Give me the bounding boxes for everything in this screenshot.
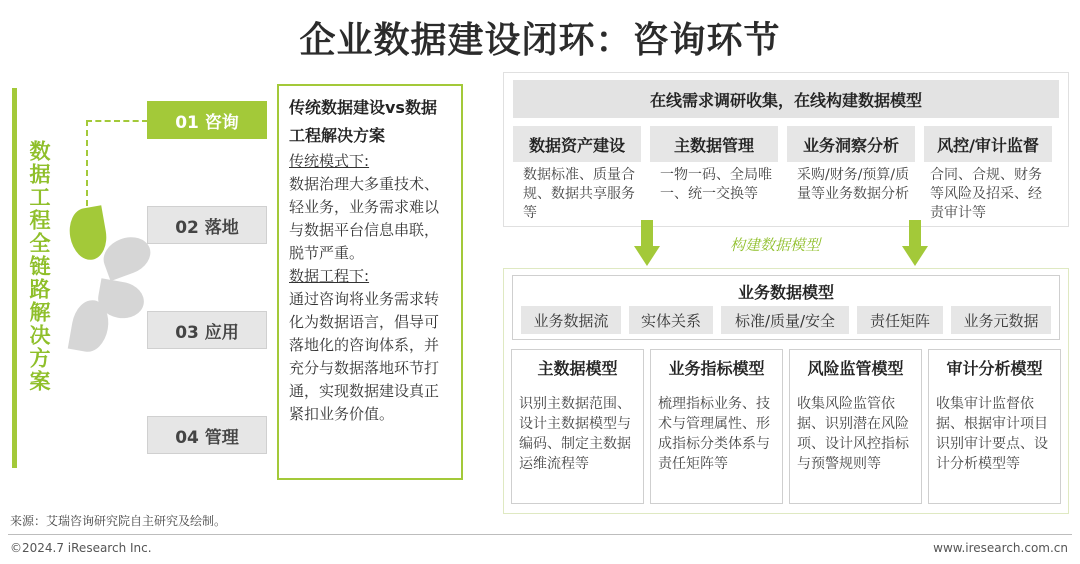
category-risk-audit: 风控/审计监督 (924, 126, 1052, 162)
step-management[interactable]: 04 管理 (147, 416, 267, 454)
engineering-subheading: 数据工程下: (289, 267, 370, 285)
website-link[interactable]: www.iresearch.com.cn (933, 541, 1068, 555)
traditional-text: 数据治理大多重技术、轻业务，业务需求难以与数据平台信息串联，脱节严重。 (289, 175, 440, 262)
connector-horizontal (86, 120, 148, 122)
engineering-text: 通过咨询将业务需求转化为数据语言，倡导可落地化的咨询体系，并充分与数据落地环节打通，实现数据建设真正紧扣业务价值。 (289, 290, 440, 423)
category-desc: 数据标准、质量合规、数据共享服务等 (523, 167, 635, 221)
source-note: 来源：艾瑞咨询研究院自主研究及绘制。 (10, 514, 227, 528)
side-accent-bar (12, 88, 17, 468)
tag-responsibility-matrix: 责任矩阵 (857, 306, 943, 334)
arrow-label: 构建数据模型 (730, 236, 821, 254)
model-desc: 梳理指标业务、技术与管理属性、形成指标分类体系与责任矩阵等 (658, 396, 770, 472)
category-desc: 一物一码、全局唯一、统一交换等 (660, 167, 772, 202)
category-data-asset: 数据资产建设 (513, 126, 641, 162)
category-desc: 合同、合规、财务等风险及招采、经责审计等 (930, 167, 1042, 221)
model-desc: 收集风险监管依据、识别潜在风险项、设计风控指标与预警规则等 (797, 396, 909, 472)
tag-standard-quality: 标准/质量/安全 (721, 306, 849, 334)
connector-vertical (86, 120, 88, 206)
category-master-data: 主数据管理 (650, 126, 778, 162)
model-title: 风险监管模型 (807, 359, 904, 378)
business-model-title: 业务数据模型 (737, 283, 834, 302)
footer-divider (8, 534, 1072, 535)
model-title: 审计分析模型 (946, 359, 1043, 378)
copyright: ©2024.7 iResearch Inc. (10, 541, 152, 555)
step-application[interactable]: 03 应用 (147, 311, 267, 349)
model-title: 主数据模型 (537, 359, 618, 378)
model-title: 业务指标模型 (668, 359, 765, 378)
page-title: 企业数据建设闭环：咨询环节 (299, 20, 781, 61)
side-label: 数据工程全链路解决方案 (27, 140, 51, 393)
category-business-insight: 业务洞察分析 (787, 126, 915, 162)
down-arrow-icon (634, 220, 660, 268)
tag-metadata: 业务元数据 (951, 306, 1051, 334)
step-implementation[interactable]: 02 落地 (147, 206, 267, 244)
traditional-subheading: 传统模式下: (289, 152, 370, 170)
category-desc: 采购/财务/预算/质量等业务数据分析 (797, 167, 910, 202)
step-consulting[interactable]: 01 咨询 (147, 101, 267, 139)
tag-entity-relation: 实体关系 (629, 306, 713, 334)
comparison-panel (277, 84, 463, 480)
model-desc: 识别主数据范围、设计主数据模型与编码、制定主数据运维流程等 (519, 396, 631, 472)
comparison-heading: 传统数据建设vs数据工程解决方案 (289, 98, 437, 145)
model-desc: 收集审计监督依据、根据审计项目识别审计要点、设计分析模型等 (936, 396, 1048, 472)
tag-data-flow: 业务数据流 (521, 306, 621, 334)
down-arrow-icon (902, 220, 928, 268)
requirements-bar: 在线需求调研收集，在线构建数据模型 (513, 80, 1059, 118)
